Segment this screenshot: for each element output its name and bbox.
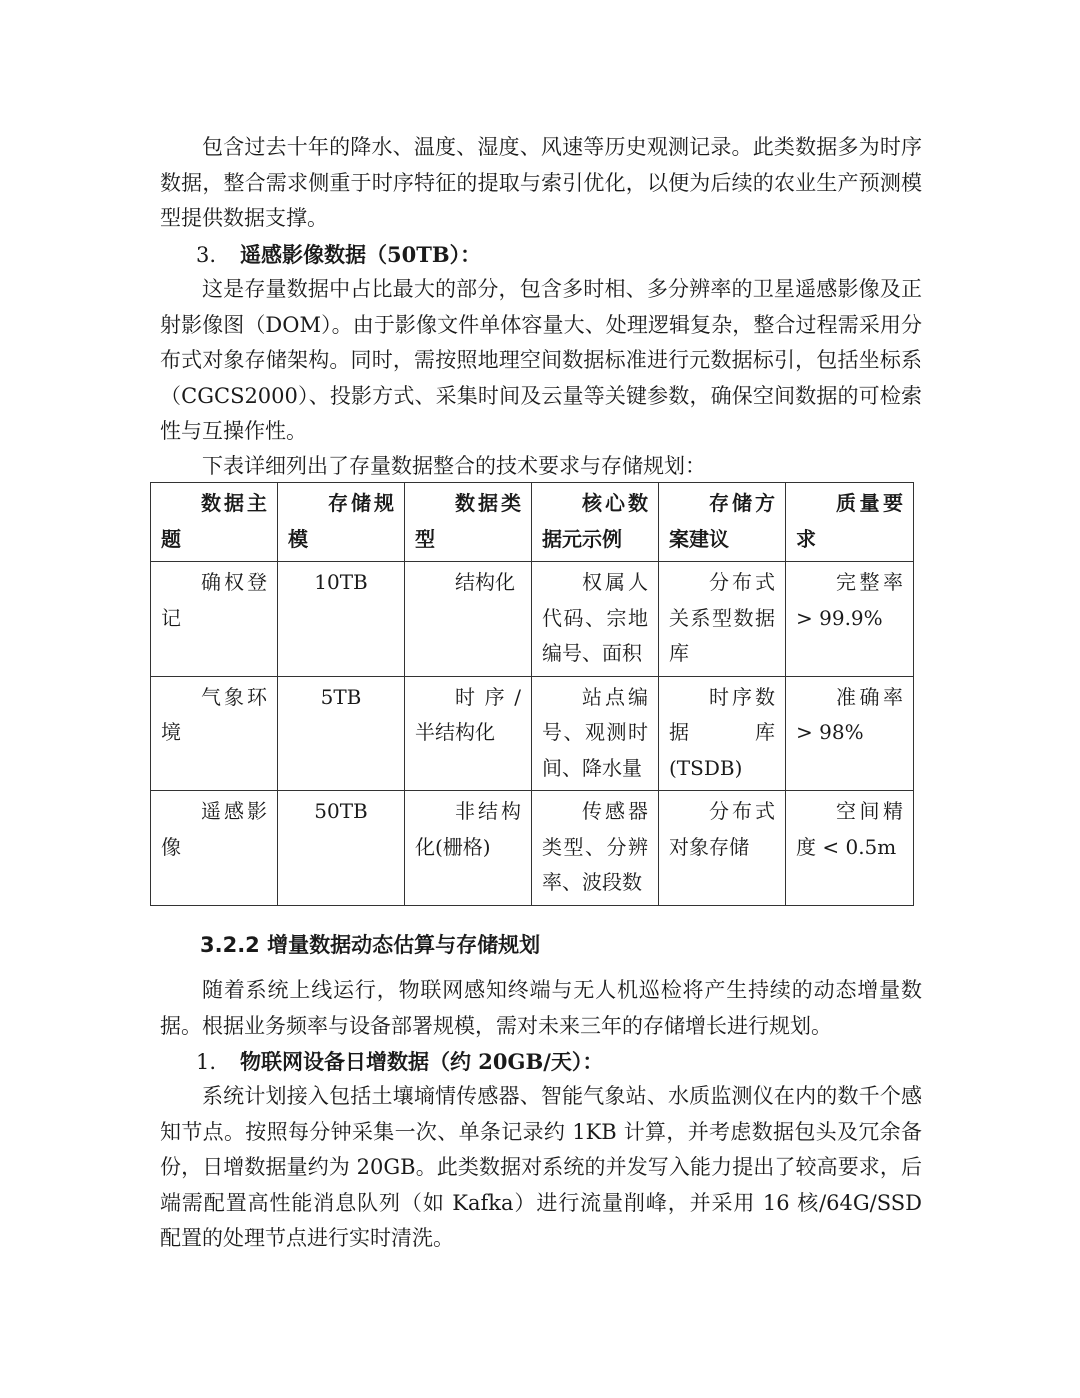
list-item-iot [196,1044,603,1081]
list-item-number: 3. [196,243,217,267]
storage-plan-table [150,482,914,906]
table-cell: 遥感影像 [151,791,278,906]
table-row [151,791,914,906]
table-cell: 时序/半结构化 [405,676,532,791]
table-cell: 气象环境 [151,676,278,791]
table-cell: 10TB [278,562,405,677]
table-cell: 非结构化(栅格) [405,791,532,906]
table-header-cell: 数据类型 [405,483,532,562]
table-cell: 50TB [278,791,405,906]
paragraph-weather-history: 包含过去十年的降水、温度、湿度、风速等历史观测记录。此类数据多为时序数据，整合需求侧重于时序特征的提取与索引优化，以便为后续的农业生产预测模型提供数据支撑。 [160,135,922,230]
table-row [151,676,914,791]
table-cell: 准确率 > 98% [786,676,914,791]
table-header-row [151,483,914,562]
table-cell: 分布式对象存储 [659,791,786,906]
table-cell: 完整率 > 99.9% [786,562,914,677]
table-cell: 5TB [278,676,405,791]
table-header-cell: 质量要求 [786,483,914,562]
table-cell: 确权登记 [151,562,278,677]
list-item-remote-sensing [196,237,481,274]
table-cell: 分布式关系型数据库 [659,562,786,677]
paragraph-iot-detail: 系统计划接入包括土壤墒情传感器、智能气象站、水质监测仪在内的数千个感知节点。按照每分钟采集一次、单条记录约 1KB 计算，并考虑数据包头及冗余备份，日增数据量约为 20GB。此类数据对系统的并发写入能力提出了较高要求，后端需配置高性能消息队列（如 Kafka）进行流量削峰，并采用 16 核/64G/SSD 配置的处理节点进行实时清洗。 [160,1084,922,1250]
table-cell: 结构化 [405,562,532,677]
paragraph-table-intro: 下表详细列出了存量数据整合的技术要求与存储规划： [202,454,706,478]
table-cell: 站点编号、观测时间、降水量 [532,676,659,791]
table-header-cell: 存储方案建议 [659,483,786,562]
table-header-cell: 数据主题 [151,483,278,562]
table-header-cell: 核心数据元示例 [532,483,659,562]
table-row [151,562,914,677]
table-header-cell: 存储规模 [278,483,405,562]
paragraph-remote-sensing: 这是存量数据中占比最大的部分，包含多时相、多分辨率的卫星遥感影像及正射影像图（DOM）。由于影像文件单体容量大、处理逻辑复杂，整合过程需采用分布式对象存储架构。同时，需按照地理空间数据标准进行元数据标引，包括坐标系（CGCS2000）、投影方式、采集时间及云量等关键参数，确保空间数据的可检索性与互操作性。 [160,277,922,443]
section-heading: 3.2.2 增量数据动态估算与存储规划 [200,933,541,957]
table-cell: 权属人代码、宗地编号、面积 [532,562,659,677]
table-cell: 传感器类型、分辨率、波段数 [532,791,659,906]
paragraph-incremental-intro: 随着系统上线运行，物联网感知终端与无人机巡检将产生持续的动态增量数据。根据业务频率与设备部署规模，需对未来三年的存储增长进行规划。 [160,978,922,1038]
table-cell: 时序数据库(TSDB) [659,676,786,791]
list-item-number: 1. [196,1050,217,1074]
list-item-label: 物联网设备日增数据（约 20GB/天）： [240,1049,604,1074]
list-item-label: 遥感影像数据（50TB）： [240,242,482,267]
table-cell: 空间精度 < 0.5m [786,791,914,906]
